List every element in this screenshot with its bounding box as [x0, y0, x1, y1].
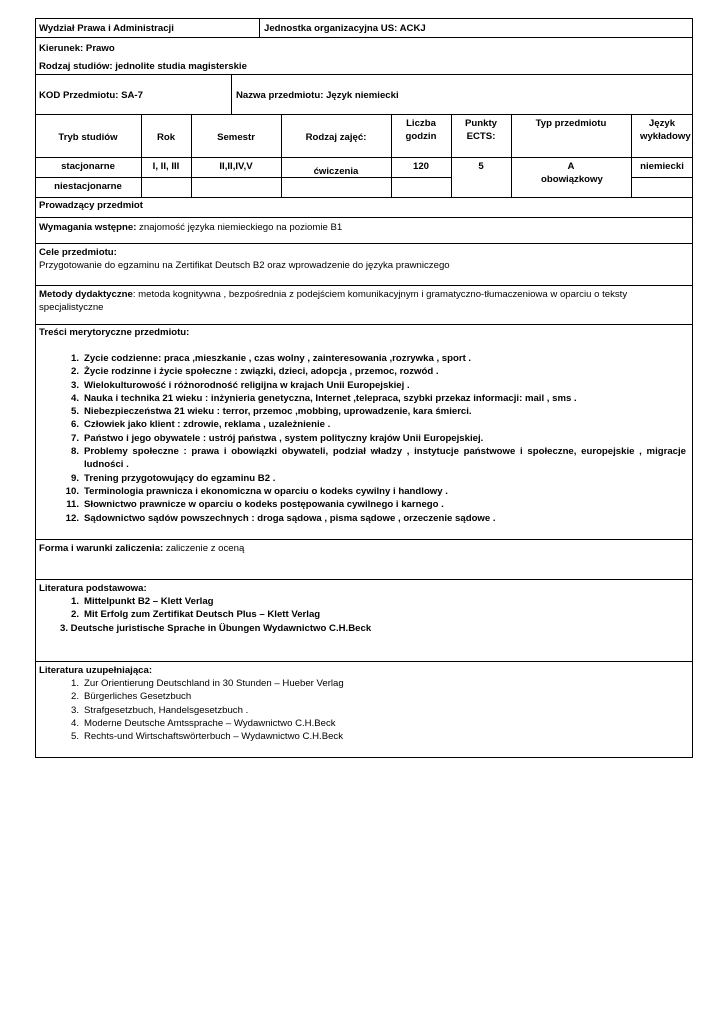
td-class-type: ćwiczenia [313, 166, 359, 177]
list-item: 8. Problemy społeczne : prawa i obowiązki obywateli, podział władzy , instytucje państwowe i społeczne, europejskie , migracje ludności . [70, 446, 686, 471]
course-name: Nazwa przedmiotu: Język niemiecki [236, 90, 399, 101]
list-item: 3. Deutsche juristische Sprache in Übungen Wydawnictwo C.H.Beck [60, 622, 372, 634]
literature-basic-label: Literatura podstawowa: [39, 583, 147, 594]
list-item: 2. Bürgerliches Gesetzbuch [70, 691, 192, 703]
list-item: 3. Strafgesetzbuch, Handelsgesetzbuch . [70, 704, 249, 716]
content-label: Treści merytoryczne przedmiotu: [39, 327, 190, 338]
literature-extra-label: Literatura uzupełniająca: [39, 665, 153, 676]
th-mode: Tryb studiów [58, 132, 118, 143]
list-item: 1. Mittelpunkt B2 – Klett Verlag [70, 596, 214, 607]
list-item: 1. Zycie codzienne: praca ,mieszkanie , czas wolny , zainteresowania ,rozrywka , sport . [70, 353, 472, 364]
list-item: 3. Wielokulturowość i różnorodność religijna w krajach Unii Europejskiej . [70, 379, 410, 391]
td-mode-2: niestacjonarne [54, 181, 122, 192]
list-item: 2. Mit Erfolg zum Zertifikat Deutsch Plus – Klett Verlag [70, 609, 321, 621]
methods-label: Metody dydaktyczne [39, 289, 133, 300]
literature-basic-list [39, 595, 686, 635]
th-year: Rok [156, 132, 176, 143]
list-item: 9. Trening przygotowujący do egzaminu B2 . [70, 472, 276, 484]
assessment [39, 542, 244, 555]
list-item: 12. Sądownictwo sądów powszechnych : droga sądowa , pisma sądowe , orzeczenie sądowe . [65, 512, 496, 524]
th-type: Typ przedmiotu [535, 118, 607, 129]
content-list [39, 352, 686, 525]
list-item: 11. Słownictwo prawnicze w oparciu o kodeks postępowania cywilnego i karnego . [66, 499, 444, 511]
list-item: 4. Moderne Deutsche Amtssprache – Wydawnictwo C.H.Beck [70, 717, 336, 729]
prerequisites [39, 221, 342, 234]
study-type-label: Rodzaj studiów: jednolite studia magisterskie [39, 61, 247, 72]
prerequisites-label: Wymagania wstępne: [39, 222, 137, 233]
faculty-label: Wydział Prawa i Administracji [39, 23, 174, 34]
instructor-label: Prowadzący przedmiot [39, 200, 143, 211]
goals-value: Przygotowanie do egzaminu na Zertifikat Deutsch B2 oraz wprowadzenie do języka prawniczego [39, 260, 450, 271]
th-semester: Semestr [217, 132, 255, 143]
td-type: A obowiązkowy [541, 161, 603, 185]
list-item: 6. Człowiek jako klient : zdrowie, reklama , uzależnienie . [70, 419, 331, 431]
list-item: 10. Terminologia prawnicza i ekonomiczna w oparciu o kodeks cywilny i handlowy . [65, 485, 448, 497]
td-year: I, II, III [152, 161, 180, 172]
td-language: niemiecki [640, 161, 684, 172]
course-code: KOD Przedmiotu: SA-7 [39, 90, 143, 101]
direction-label: Kierunek: Prawo [39, 43, 115, 54]
methods [39, 288, 679, 314]
th-language: Język wykładowy [640, 118, 691, 142]
td-mode: stacjonarne [61, 161, 115, 172]
prerequisites-value: znajomość języka niemieckiego na poziomie B1 [136, 222, 343, 233]
th-hours: Liczba godzin [405, 118, 437, 142]
assessment-value: zaliczenie z oceną [163, 543, 245, 554]
methods-value: : metoda kognitywna , bezpośrednia z podejściem komunikacyjnym i gramatyczno-tłumaczeniowa w oparciu o teksty specjalistyczne [39, 289, 628, 313]
list-item: 5. Rechts-und Wirtschaftswörterbuch – Wydawnictwo C.H.Beck [70, 731, 344, 743]
list-item: 4. Nauka i technika 21 wieku : inżynieria genetyczna, Internet ,telepraca, szybki przekaz informacji: mail , sms . [70, 392, 577, 404]
td-semester: II,II,IV,V [219, 161, 253, 172]
assessment-label: Forma i warunki zaliczenia: [39, 543, 164, 554]
th-ects: Punkty ECTS: [465, 118, 497, 142]
goals-label: Cele przedmiotu: [39, 247, 117, 258]
list-item: 1. Zur Orientierung Deutschland in 30 Stunden – Hueber Verlag [70, 678, 344, 689]
list-item: 2. Życie rodzinne i życie społeczne : związki, dzieci, adopcja , przemoc, rozwód . [70, 366, 439, 378]
th-class-type: Rodzaj zajęć: [305, 132, 367, 143]
td-hours: 120 [412, 161, 429, 172]
td-ects: 5 [478, 161, 484, 172]
list-item: 7. Państwo i jego obywatele : ustrój państwa , system polityczny krajów Unii Europejskiej. [70, 432, 484, 444]
unit-label: Jednostka organizacyjna US: ACKJ [264, 23, 426, 34]
list-item: 5. Niebezpieczeństwa 21 wieku : terror, przemoc ,mobbing, uprowadzenie, kara śmierci. [70, 406, 472, 418]
literature-extra-list [39, 677, 686, 743]
